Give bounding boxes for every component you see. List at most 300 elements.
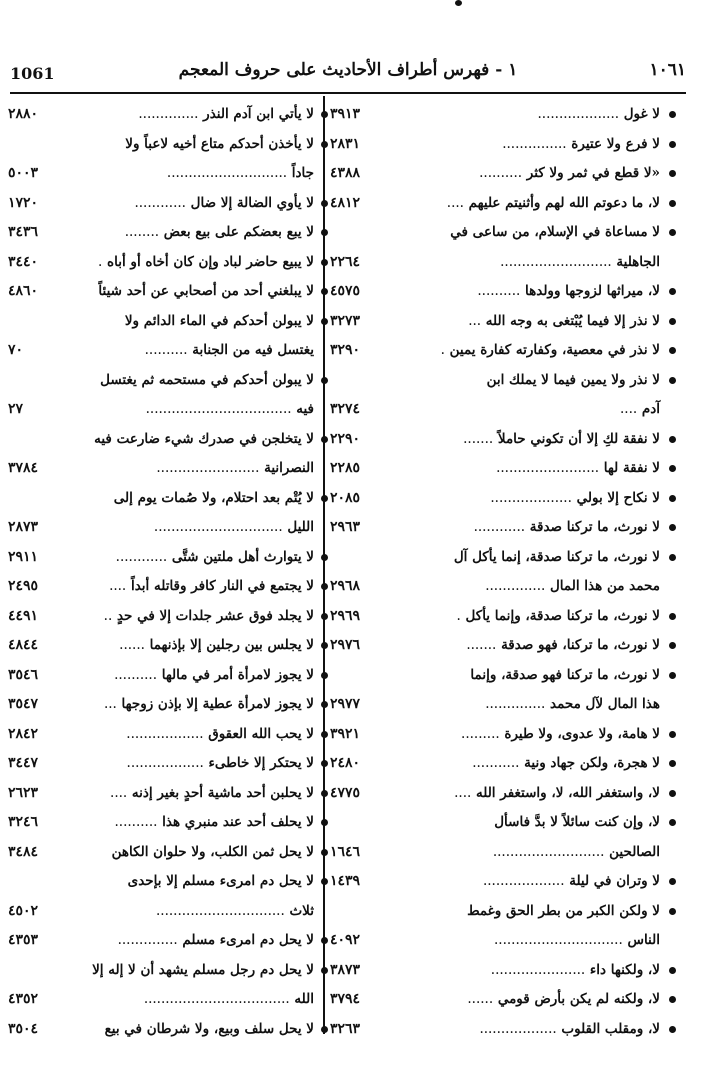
leader-dots: .	[98, 253, 103, 270]
index-entry-line	[330, 277, 660, 307]
hadith-fragment: لا نورث، ما تركنا صدقة، إنما يأكل آل	[453, 548, 660, 565]
leader-dots: ....	[110, 784, 128, 801]
hadith-fragment: لا يأتي ابن آدم النذر	[203, 106, 314, 122]
entry-text	[125, 307, 314, 337]
hadith-fragment: النصرانية	[264, 460, 314, 476]
bullet-icon	[669, 672, 676, 679]
leader-dots: ...	[103, 696, 117, 712]
leader-dots: ..............................	[153, 519, 283, 535]
entry-text	[146, 395, 314, 425]
hadith-number: ٤٧٧٥	[330, 784, 361, 801]
index-entry-line	[330, 572, 660, 602]
entry-text	[474, 513, 660, 543]
bullet-icon	[669, 495, 676, 502]
entry-text	[98, 277, 314, 307]
leader-dots: ......	[119, 637, 145, 653]
hadith-fragment: لا يجوز لامرأة أمر في مالها	[161, 666, 314, 683]
right-column	[330, 100, 660, 1037]
hadith-fragment: آدم	[641, 401, 660, 417]
hadith-number: ١٧٢٠	[8, 194, 39, 211]
bullet-icon	[321, 318, 328, 325]
index-entry-line	[330, 661, 660, 691]
hadith-fragment: لا، ميراثها لزوجها وولدها	[525, 283, 660, 299]
bullet-icon	[669, 524, 676, 531]
hadith-fragment: لا فرع ولا عتيرة	[571, 135, 660, 152]
leader-dots: ..............	[485, 696, 546, 712]
hadith-number: ٣٩٢١	[330, 725, 361, 742]
entry-text	[125, 130, 314, 160]
leader-dots: ............	[134, 194, 186, 211]
hadith-fragment: لا يحتكر إلا خاطىء	[208, 755, 314, 771]
hadith-number: ٢٤٨٠	[330, 755, 361, 771]
bullet-icon	[669, 967, 676, 974]
index-entry-line	[8, 277, 314, 307]
entry-text	[105, 1015, 314, 1045]
bullet-icon	[669, 642, 676, 649]
entry-text	[115, 808, 315, 838]
hadith-number: ٢٦٢٣	[8, 784, 39, 801]
entry-text	[620, 395, 660, 425]
leader-dots: ..........................	[492, 843, 605, 860]
index-entry-line	[330, 926, 660, 956]
entry-text	[450, 218, 660, 248]
leader-dots: ..................	[479, 1020, 557, 1037]
bullet-icon	[321, 229, 328, 236]
leader-dots: ..........................	[500, 253, 612, 270]
hadith-fragment: لا يحب الله العقوق	[208, 725, 314, 742]
hadith-number: ٤٨٦٠	[8, 283, 39, 299]
bullet-icon	[669, 996, 676, 1003]
index-entry-line	[330, 218, 660, 248]
index-entry-line	[8, 189, 314, 219]
index-entry-line	[330, 985, 660, 1015]
leader-dots: ..............	[117, 932, 178, 948]
bullet-icon	[321, 819, 328, 826]
hadith-number: ٣٤٤٧	[8, 755, 39, 771]
entry-text	[493, 838, 660, 868]
index-entry-line	[330, 543, 660, 573]
hadith-fragment: لا ولكن الكبر من بطر الحق وغمط	[467, 902, 660, 919]
entry-text	[454, 543, 660, 573]
entry-text	[496, 454, 660, 484]
hadith-number: ٢٩٧٧	[330, 696, 361, 712]
hadith-number: ٢٩١١	[8, 548, 39, 565]
entry-text	[487, 366, 660, 396]
hadith-number: ٣٥٤٧	[8, 696, 39, 712]
hadith-number: ٤٣٨٨	[330, 165, 361, 181]
entry-text	[485, 690, 660, 720]
ink-speck	[455, 0, 462, 6]
hadith-number: ٣٤٣٦	[8, 224, 39, 240]
index-entry-line	[330, 779, 660, 809]
leader-dots: ......................	[490, 961, 586, 978]
index-entry-line	[330, 513, 660, 543]
hadith-number: ٢٢٨٥	[330, 460, 361, 476]
hadith-number: ٣٢٧٤	[330, 401, 361, 417]
page-number-arabic: ١٠٦١	[649, 60, 686, 80]
entry-text	[457, 602, 660, 632]
index-entry-line	[8, 661, 314, 691]
page-number-latin: 1061	[10, 64, 55, 83]
bullet-icon	[669, 465, 676, 472]
bullet-icon	[321, 672, 328, 679]
index-entry-line	[330, 1015, 660, 1045]
hadith-fragment: لا نورث، ما تركنا فهو صدقة، وإنما	[470, 666, 660, 683]
hadith-fragment: لا مساعاة في الإسلام، من ساعى في	[450, 224, 660, 240]
bullet-icon	[669, 554, 676, 561]
hadith-fragment: ثلاث	[289, 902, 314, 919]
page-header	[10, 56, 686, 94]
index-entry-line	[8, 543, 314, 573]
index-entry-line	[8, 867, 314, 897]
leader-dots: ...................	[537, 106, 620, 122]
index-entry-line	[8, 602, 314, 632]
bullet-icon	[321, 288, 328, 295]
bullet-icon	[669, 347, 676, 354]
bullet-icon	[321, 849, 328, 856]
hadith-fragment: لا غول	[623, 106, 660, 122]
entry-text	[127, 749, 314, 779]
hadith-number: ٢٨٧٣	[8, 519, 39, 535]
bullet-icon	[321, 200, 328, 207]
bullet-icon	[321, 967, 328, 974]
entry-text	[479, 159, 660, 189]
entry-text	[128, 867, 314, 897]
hadith-fragment: يغتسل فيه من الجنابة	[192, 342, 314, 358]
entry-text	[463, 425, 660, 455]
bullet-icon	[321, 790, 328, 797]
hadith-number: ٢٩٧٦	[330, 637, 361, 653]
bullet-icon	[321, 111, 328, 118]
bullet-icon	[669, 819, 676, 826]
entry-text	[98, 248, 314, 278]
leader-dots: ...................	[482, 873, 565, 889]
index-entry-line	[330, 749, 660, 779]
index-entry-line	[330, 189, 660, 219]
leader-dots: ............	[115, 548, 168, 565]
entry-text	[114, 484, 314, 514]
index-entry-line	[8, 1015, 314, 1045]
leader-dots: ...................	[490, 489, 572, 506]
bullet-icon	[669, 436, 676, 443]
entry-text	[441, 336, 660, 366]
hadith-fragment: لا يجتمع في النار كافر وقاتله أبداً	[130, 578, 314, 594]
hadith-number: ٢٨٨٠	[8, 106, 39, 122]
bullet-icon	[669, 200, 676, 207]
bullet-icon	[669, 790, 676, 797]
bullet-icon	[321, 377, 328, 384]
hadith-number: ٤٥٧٥	[330, 283, 361, 299]
bullet-icon	[669, 377, 676, 384]
bullet-icon	[321, 701, 328, 708]
hadith-fragment: هذا المال لآل محمد	[550, 696, 660, 712]
leader-dots: ............................	[166, 165, 288, 181]
leader-dots: .......	[463, 430, 494, 447]
bullet-icon	[321, 141, 328, 148]
hadith-fragment: لا، ما دعوتم الله لهم وأثنيتم عليهم	[468, 194, 660, 211]
index-entry-line	[8, 631, 314, 661]
index-entry-line	[330, 867, 660, 897]
index-entry-line	[8, 720, 314, 750]
entry-text	[477, 277, 660, 307]
entry-text	[138, 100, 314, 130]
hadith-number: ٧٠	[8, 342, 24, 358]
index-entry-line	[330, 248, 660, 278]
entry-text	[125, 218, 314, 248]
hadith-fragment: جاداً	[291, 165, 314, 181]
hadith-number: ٣٢٩٠	[330, 342, 361, 358]
hadith-number: ٣٩١٣	[330, 106, 361, 122]
index-entry-line	[8, 395, 314, 425]
hadith-number: ٤٤٩١	[8, 607, 39, 624]
hadith-number: ٣٤٨٤	[8, 843, 39, 860]
hadith-fragment: الليل	[287, 519, 314, 535]
hadith-fragment: الصالحين	[609, 843, 660, 860]
hadith-fragment: لا يجلد فوق عشر جلدات إلا في حدٍ	[116, 607, 314, 624]
index-entry-line	[8, 690, 314, 720]
index-entry-line	[8, 100, 314, 130]
entry-text	[502, 130, 660, 160]
hadith-fragment: لا يأوي الضالة إلا ضال	[190, 194, 314, 211]
leader-dots: ..................................	[143, 991, 290, 1007]
hadith-fragment: لا نفقة لكِ إلا أن تكوني حاملاً	[497, 430, 660, 447]
index-entry-line	[8, 484, 314, 514]
bullet-icon	[669, 288, 676, 295]
hadith-fragment: محمد من هذا المال	[550, 578, 660, 594]
index-entry-line	[330, 897, 660, 927]
index-entry-line	[8, 336, 314, 366]
hadith-number: ٣٤٤٠	[8, 253, 39, 270]
hadith-fragment: لا يحلبن أحد ماشية أحدٍ بغير إذنه	[131, 784, 314, 801]
entry-text	[167, 159, 314, 189]
hadith-number: ٤٨٤٤	[8, 637, 39, 653]
leader-dots: ..................	[126, 755, 204, 771]
leader-dots: ...	[468, 312, 482, 329]
hadith-fragment: لا هامة، ولا عدوى، ولا طيرة	[504, 725, 660, 742]
index-entry-line	[330, 159, 660, 189]
entry-text	[491, 956, 660, 986]
leader-dots: ........	[124, 224, 160, 240]
entry-text	[470, 661, 660, 691]
bullet-icon	[321, 554, 328, 561]
hadith-number: ١٦٤٦	[330, 843, 361, 860]
index-entry-line	[330, 602, 660, 632]
bullet-icon	[669, 170, 676, 177]
index-entry-line	[330, 366, 660, 396]
bullet-icon	[669, 731, 676, 738]
hadith-fragment: لا يأخذن أحدكم متاع أخيه لاعباً ولا	[125, 135, 314, 152]
entry-text	[109, 572, 314, 602]
index-entry-line	[330, 631, 660, 661]
leader-dots: .	[456, 607, 461, 624]
hadith-fragment: لا، واستغفر الله، لا، واستغفر الله	[475, 784, 660, 801]
leader-dots: ..........	[144, 342, 188, 358]
hadith-fragment: الله	[294, 991, 314, 1007]
hadith-fragment: لا، ولكنها داء	[589, 961, 660, 978]
index-entry-line	[8, 366, 314, 396]
hadith-fragment: لا يبولن أحدكم في الماء الدائم ولا	[124, 312, 314, 329]
leader-dots: ...............	[502, 135, 567, 152]
hadith-fragment: لا نذر إلا فيما يُبْتغى به وجه الله	[485, 312, 660, 329]
leader-dots: ..............	[485, 578, 546, 594]
index-entry-line	[8, 572, 314, 602]
bullet-icon	[321, 731, 328, 738]
hadith-fragment: لا يحل دم رجل مسلم يشهد أن لا إله إلا	[92, 961, 314, 978]
entry-text	[467, 985, 660, 1015]
entry-text	[145, 336, 314, 366]
hadith-number: ٢٨٣١	[330, 135, 361, 152]
index-entry-line	[330, 690, 660, 720]
entry-text	[466, 631, 660, 661]
hadith-number: ٢٢٦٤	[330, 253, 361, 270]
leader-dots: ....	[454, 784, 472, 801]
hadith-number: ٢٠٨٥	[330, 489, 361, 506]
leader-dots: ........................	[156, 460, 260, 476]
hadith-number: ٤٠٩٢	[330, 932, 361, 948]
index-entry-line	[8, 218, 314, 248]
left-column	[8, 100, 314, 1037]
entry-text	[538, 100, 661, 130]
index-entry-line	[8, 897, 314, 927]
leader-dots: ..........	[479, 165, 523, 181]
hadith-fragment: لا يحل ثمن الكلب، ولا حلوان الكاهن	[111, 843, 314, 860]
hadith-fragment: لا نكاح إلا بولي	[576, 489, 660, 506]
bullet-icon	[321, 259, 328, 266]
bullet-icon	[669, 878, 676, 885]
hadith-number: ٤٣٥٢	[8, 991, 39, 1007]
hadith-fragment: لا نورث، ما تركنا صدقة، وإنما يأكل	[465, 607, 660, 624]
entry-text	[500, 248, 660, 278]
hadith-number: ٥٠٠٣	[8, 165, 39, 181]
leader-dots: ....	[109, 578, 127, 594]
bullet-icon	[321, 760, 328, 767]
index-entry-line	[330, 336, 660, 366]
hadith-fragment: لا يتوارث أهل ملتين شتَّى	[171, 548, 314, 565]
index-entry-line	[330, 838, 660, 868]
entry-text	[454, 779, 660, 809]
leader-dots: .	[440, 342, 445, 358]
entry-text	[154, 513, 314, 543]
bullet-icon	[669, 1026, 676, 1033]
hadith-number: ٣٢٧٣	[330, 312, 361, 329]
entry-text	[112, 838, 314, 868]
hadith-fragment: لا يبولن أحدكم في مستحمه ثم يغتسل	[100, 371, 314, 388]
leader-dots: .........	[461, 725, 500, 742]
leader-dots: ...........	[472, 755, 520, 771]
entry-text	[479, 1015, 660, 1045]
column-divider	[323, 96, 325, 1034]
hadith-number: ٢٩٦٩	[330, 607, 361, 624]
entry-text	[100, 366, 314, 396]
index-entry-line	[8, 985, 314, 1015]
index-entry-line	[8, 454, 314, 484]
hadith-fragment: لا يبيع حاضر لباد وإن كان أخاه أو أباه	[107, 253, 314, 270]
entry-text	[156, 897, 314, 927]
index-entry-line	[8, 425, 314, 455]
bullet-icon	[321, 878, 328, 885]
entry-text	[156, 454, 314, 484]
index-entry-line	[8, 808, 314, 838]
hadith-number: ٤٣٥٣	[8, 932, 39, 948]
entry-text	[144, 985, 314, 1015]
hadith-number: ٤٥٠٢	[8, 902, 39, 919]
entry-text	[447, 189, 660, 219]
page-title: ١ - فهرس أطراف الأحاديث على حروف المعجم	[178, 60, 518, 80]
index-entry-line	[330, 484, 660, 514]
hadith-fragment: لا يبلغني أحد من أصحابي عن أحد شيئاً	[98, 283, 314, 299]
hadith-fragment: لا نورث، ما تركنا، فهو صدقة	[501, 637, 660, 653]
hadith-fragment: «لا قطع في ثمر ولا كثر	[526, 165, 660, 181]
entry-text	[134, 189, 314, 219]
hadith-fragment: لا نفقة لها	[603, 460, 660, 476]
hadith-number: ٣٥٤٦	[8, 666, 39, 683]
leader-dots: ..........	[477, 283, 521, 299]
index-entry-line	[8, 159, 314, 189]
entry-text	[92, 956, 314, 986]
hadith-number: ٣٧٨٤	[8, 460, 39, 476]
leader-dots: ..........	[114, 666, 157, 683]
hadith-number: ٢٩٦٣	[330, 519, 361, 535]
hadith-fragment: لا يجوز لامرأة عطية إلا بإذن زوجها	[121, 696, 314, 712]
hadith-fragment: الجاهلية	[616, 253, 660, 270]
leader-dots: ..................	[126, 725, 204, 742]
leader-dots: ....	[620, 401, 638, 417]
hadith-number: ٣٥٠٤	[8, 1020, 39, 1037]
entry-text	[494, 926, 660, 956]
bullet-icon	[669, 141, 676, 148]
leader-dots: ..............................	[156, 902, 285, 919]
entry-text	[104, 602, 314, 632]
hadith-fragment: لا، ومقلب القلوب	[561, 1020, 660, 1037]
index-entry-line	[330, 100, 660, 130]
bullet-icon	[669, 613, 676, 620]
hadith-fragment: لا يتخلجن في صدرك شيء ضارعت فيه	[94, 430, 314, 447]
leader-dots: ..	[103, 607, 113, 624]
entry-text	[461, 720, 660, 750]
hadith-number: ٣٢٤٦	[8, 814, 39, 830]
leader-dots: ..................................	[145, 401, 292, 417]
index-entry-line	[8, 838, 314, 868]
bullet-icon	[669, 760, 676, 767]
hadith-fragment: فيه	[296, 401, 314, 417]
entry-text	[467, 897, 660, 927]
index-entry-line	[330, 307, 660, 337]
bullet-icon	[669, 111, 676, 118]
bullet-icon	[321, 613, 328, 620]
index-entry-line	[8, 926, 314, 956]
hadith-number: ٢٧	[8, 401, 24, 417]
entry-text	[494, 808, 660, 838]
index-entry-line	[8, 307, 314, 337]
index-entry-line	[330, 720, 660, 750]
bullet-icon	[321, 495, 328, 502]
index-entry-line	[8, 956, 314, 986]
hadith-fragment: لا نذر في معصية، وكفارته كفارة يمين	[449, 342, 660, 358]
entry-text	[94, 425, 314, 455]
entry-text	[483, 867, 660, 897]
entry-text	[110, 779, 314, 809]
index-entry-line	[8, 248, 314, 278]
entry-text	[114, 661, 314, 691]
entry-text	[119, 631, 314, 661]
index-entry-line	[330, 425, 660, 455]
hadith-fragment: لا يحلف أحد عند منبري هذا	[162, 814, 314, 830]
bullet-icon	[669, 908, 676, 915]
leader-dots: ..............	[138, 106, 199, 122]
hadith-number: ٣٧٩٤	[330, 991, 361, 1007]
bullet-icon	[669, 318, 676, 325]
leader-dots: ......	[467, 991, 494, 1007]
